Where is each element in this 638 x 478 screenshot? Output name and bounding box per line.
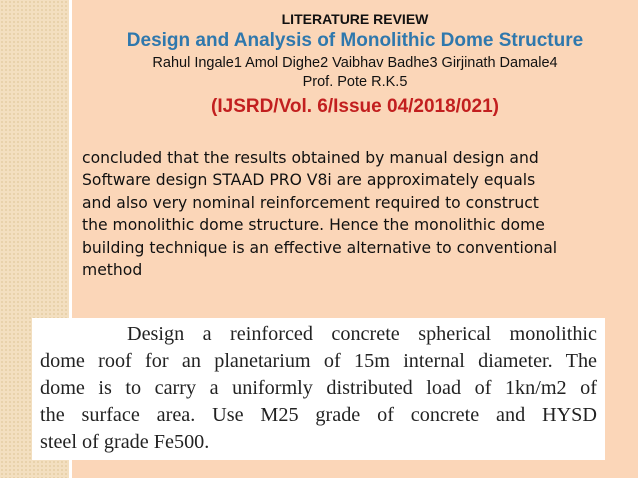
journal-reference: (IJSRD/Vol. 6/Issue 04/2018/021)	[211, 96, 499, 117]
conclusion-line: the monolithic dome structure. Hence the monolithic dome	[82, 216, 545, 235]
problem-line: Design a reinforced concrete spherical monolithic	[127, 323, 597, 345]
problem-line: dome is to carry a uniformly distributed load of 1kn/m2 of	[40, 377, 597, 399]
section-label: LITERATURE REVIEW	[281, 11, 429, 27]
problem-line: steel of grade Fe500.	[40, 431, 210, 453]
slide-header	[72, 0, 638, 120]
guide-name: Prof. Pote R.K.5	[302, 74, 408, 90]
conclusion-line: building technique is an effective alternative to conventional	[82, 238, 558, 257]
conclusion-line: Software design STAAD PRO V8i are approximately equals	[82, 171, 536, 190]
paper-title: Design and Analysis of Monolithic Dome Structure	[126, 30, 584, 51]
conclusion-line: method	[82, 261, 143, 280]
conclusion-line: concluded that the results obtained by manual design and	[82, 149, 539, 167]
design-problem-box	[32, 318, 605, 460]
problem-line: dome roof for an planetarium of 15m internal diameter. The	[40, 350, 597, 372]
author-list: Rahul Ingale1 Amol Dighe2 Vaibhav Badhe3 Girjinath Damale4	[152, 55, 558, 71]
problem-line: the surface area. Use M25 grade of concrete and HYSD	[40, 404, 597, 426]
conclusion-line: and also very nominal reinforcement required to construct	[82, 193, 539, 212]
conclusion-paragraph	[82, 147, 632, 281]
